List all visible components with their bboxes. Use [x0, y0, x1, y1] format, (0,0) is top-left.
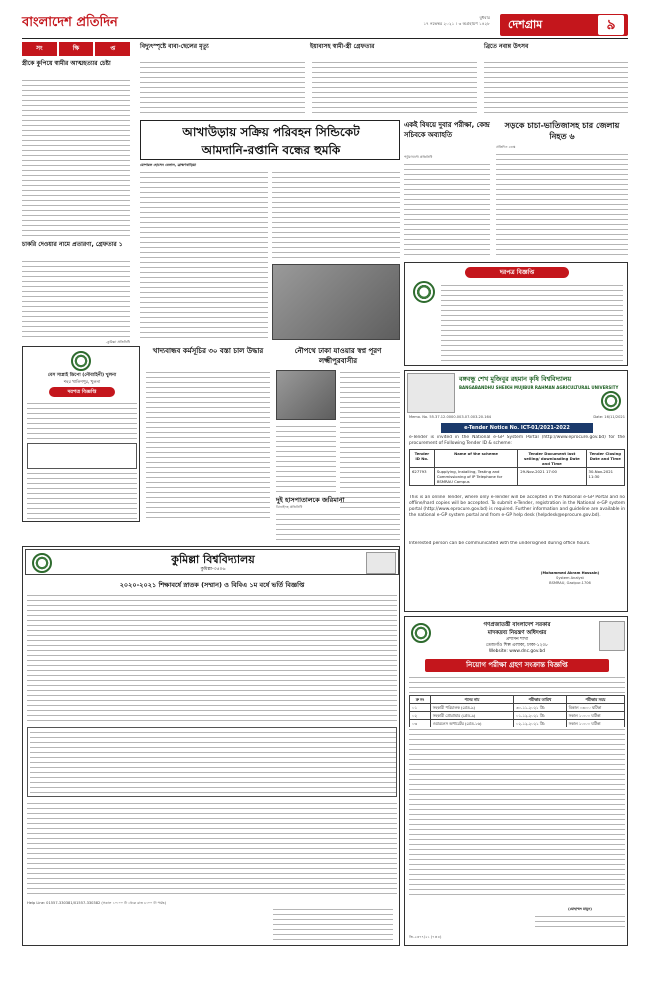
- cell-serial: ০২: [410, 712, 431, 720]
- page-number: ৯: [598, 15, 624, 35]
- bsmrau-name-en: BANGABANDHU SHEIKH MUJIBUR RAHMAN AGRICULTURAL UNIVERSITY: [459, 385, 619, 390]
- dnc-dept: মাদকদ্রব্য নিয়ন্ত্রণ অধিদপ্তর: [487, 630, 547, 636]
- bsmrau-intro: e-Tender is invited in the National e-GP System Portal (http://www.eprocure.gov.bd) for the procurement of Following Tender ID & scheme:: [409, 435, 625, 446]
- table-row: [410, 712, 625, 720]
- waterway-photo: [276, 370, 336, 420]
- dnc-gov: গণপ্রজাতন্ত্রী বাংলাদেশ সরকার: [483, 622, 551, 628]
- headline-nabanna: ব্রিতে নবান্ন উৎসব: [484, 43, 529, 50]
- dnc-sub: প্রশাসন শাখা: [505, 637, 529, 642]
- col-post: পদের নাম: [430, 696, 513, 704]
- col-doc-date: Tender Document last selling/ downloading Date and Time: [518, 450, 586, 468]
- bsmrau-signer-title: System Analyst: [556, 576, 584, 580]
- dnc-signer: (মোহাম্মদ মামুন): [568, 907, 592, 911]
- main-story-photo: [272, 264, 400, 340]
- dnc-website: Website: www.dnc.gov.bd: [488, 649, 546, 654]
- main-headline-1: আখাউড়ায় সক্রিয় পরিবহন সিন্ডিকেট: [182, 125, 360, 139]
- story-text-nabanna: [484, 60, 628, 115]
- story-text-rice: [146, 370, 270, 520]
- headline-electrocution: বিদ্যুৎস্পৃষ্টে বাবা-ছেলের মৃত্যু: [140, 43, 209, 50]
- bsmrau-tender-table: [409, 449, 625, 486]
- army-emblem-icon: [413, 281, 435, 303]
- tab-char-1: সং: [22, 42, 57, 56]
- dnc-notice-title: নিয়োগ পরীক্ষা গ্রহণ সংক্রান্ত বিজ্ঞপ্তি: [425, 659, 609, 672]
- section-banner: [500, 14, 628, 36]
- table-header-row: [410, 450, 625, 468]
- cell-post: ওয়ারলেস অপারেটর (গ্রেড-১৬): [430, 720, 513, 728]
- table-row: [410, 704, 625, 712]
- headline-hospital-fine: দুই হাসপাতালকে জরিমানা: [276, 496, 345, 504]
- comilla-helpline: Help Line: 01557-330381/01557-330382 (সকাল ১০:০০ টা থেকে রাত ৮:০০ টা পর্যন্ত): [27, 901, 167, 905]
- cell-exam-date: ৩০-১১-২০২১ খ্রি:: [514, 704, 567, 712]
- col-scheme: Name of the scheme: [434, 450, 517, 468]
- comilla-title: কুমিল্লা বিশ্ববিদ্যালয়: [171, 553, 255, 566]
- dnc-logo-icon: [411, 623, 431, 643]
- navy-notice-title: দরপত্র বিজ্ঞপ্তি: [49, 387, 115, 397]
- bsmrau-body: This is an online Tender, where only e-Tender will be accepted in the National e-GP Portal and no offline/hard copies will be accepted. To submit e-Tender, registration in the National e-GP system portal (http://www.eprocure.gov.bd) is required. Further information and guideline are available in the national e-GP system portal and from e-GP help desk (helpdesk@eprocure.gov.bd).: [409, 495, 625, 518]
- comilla-logo-icon: [32, 553, 52, 573]
- cell-doc-date: 29-Nov-2021 17:00: [518, 468, 586, 486]
- comilla-university-notice: [22, 546, 400, 946]
- cell-post: সহকারী পরিচালক (গ্রেড-৯): [430, 704, 513, 712]
- dnc-portrait: [599, 621, 625, 651]
- cell-serial: ০৩: [410, 720, 431, 728]
- story-text-yaba: [312, 60, 477, 115]
- bsmrau-signature-block: [515, 571, 625, 586]
- headline-road-accident: সড়কে চাচা-ভাতিজাসহ চার জেলায় নিহত ৬: [504, 121, 620, 141]
- dnc-exam-table: [409, 695, 625, 728]
- story-text-waterway-2: [276, 424, 336, 494]
- cell-serial: ০১: [410, 704, 431, 712]
- comilla-subtitle: কুমিল্লা-৩৫০৬: [200, 567, 226, 572]
- navy-notice-table: [27, 443, 137, 469]
- section-name: দেশগ্রাম: [508, 18, 543, 31]
- navy-tender-notice: [22, 346, 140, 522]
- cell-post: সহকারী প্রোগ্রামার (গ্রেড-৯): [430, 712, 513, 720]
- story-text-road: [496, 152, 628, 258]
- cell-exam-time: সকাল ১০:০০ ঘটিকা: [566, 720, 624, 728]
- navy-emblem-icon: [71, 351, 91, 371]
- main-headline-2: আমদানি-রপ্তানি বন্ধের হুমকি: [201, 143, 341, 157]
- comilla-portrait: [366, 552, 396, 574]
- byline-patuakhali: পটুয়াখালী প্রতিনিধি: [404, 155, 433, 159]
- army-tender-notice: [404, 262, 628, 366]
- col-closing-date: Tender Closing Date and Time: [586, 450, 624, 468]
- dnc-intro: [409, 675, 625, 693]
- cell-tender-id: 627793: [410, 468, 435, 486]
- story-text-exam: [404, 162, 490, 258]
- newspaper-logo: বাংলাদেশ প্রতিদিন: [22, 15, 118, 30]
- date-line: বুধবার ১৭ নভেম্বর ২০২১ । ৩ অগ্রহায়ণ ১৪২৮: [423, 15, 490, 26]
- cell-closing-date: 30-Nov-2021 11:30: [586, 468, 624, 486]
- tab-char-3: প্ত: [95, 42, 130, 56]
- tab-char-2: ক্ষি: [59, 42, 94, 56]
- comilla-heading: ২০২০-২০২১ শিক্ষাবর্ষে স্নাতক (সম্মান) ও বিবিএ ১ম বর্ষে ভর্তি বিজ্ঞপ্তি: [119, 581, 305, 589]
- col-exam-date: পরীক্ষার তারিখ: [514, 696, 567, 704]
- cell-exam-date: ০১-১২-২০২১ খ্রি:: [514, 712, 567, 720]
- navy-org-2: শহর খালিশপুর, খুলনা: [63, 379, 101, 384]
- table-row: [410, 468, 625, 486]
- bsmrau-memo: Memo. No. 55.37.12.0000.003.07.003.20.164: [409, 415, 492, 419]
- main-story-col-1: [140, 170, 268, 340]
- short-news-tab: [22, 42, 130, 56]
- bsmrau-date: Date: 16/11/2021: [593, 415, 625, 419]
- cell-exam-date: ০২-১২-২০২১ খ্রি:: [514, 720, 567, 728]
- bsmrau-etender-notice: [404, 370, 628, 612]
- cell-exam-time: বিকাল ০৩:০০ ঘটিকা: [566, 704, 624, 712]
- story-text-job-fraud: [22, 259, 130, 339]
- headline-job-fraud: চাকরি দেওয়ার নামে প্রতারণা, গ্রেফতার ১: [22, 241, 123, 248]
- comilla-body-2: [27, 801, 397, 897]
- masthead-rule: [22, 38, 628, 39]
- byline-comilla: -কুমিল্লা প্রতিনিধি: [105, 340, 130, 344]
- headline-exam: একই বিষয়ে দুবার পরীক্ষা, কেন্দ্র সচিবকে অব্যাহতি: [404, 121, 490, 139]
- headline-waterway: নৌপথে ঢাকা যাওয়ার স্বপ্ন পূরণ লক্ষ্মীপুরবাসীর: [294, 347, 382, 365]
- comilla-signature: [273, 907, 393, 941]
- navy-notice-intro: [27, 401, 137, 441]
- comilla-header-box: [25, 549, 399, 575]
- bsmrau-footer: Interested person can be communicated with the undersigned during office hours.: [409, 541, 591, 546]
- story-text-hospital: [276, 512, 400, 542]
- navy-notice-terms: [27, 471, 137, 519]
- story-text-wife-attack: [22, 78, 130, 238]
- col-tender-id: Tender ID No.: [410, 450, 435, 468]
- comilla-fee-table-rows: [30, 730, 396, 796]
- army-notice-body: [441, 283, 623, 361]
- bsmrau-notice-title: e-Tender Notice No. ICT-01/2021-2022: [441, 423, 593, 433]
- comilla-body-1: [27, 593, 397, 723]
- byline-desk: প্রতিদিন ডেস্ক: [496, 145, 516, 149]
- headline-rice: খাদ্যবান্ধব কর্মসূচির ৩০ বস্তা চাল উদ্ধার: [152, 347, 264, 355]
- comilla-fee-table: [27, 727, 397, 797]
- byline-jhenaidah: ঝিনাইদহ প্রতিনিধি: [276, 505, 303, 509]
- col-serial: ক্র নং: [410, 696, 431, 704]
- cell-exam-time: সকাল ১০:০০ ঘটিকা: [566, 712, 624, 720]
- headline-wife-attack: স্ত্রীকে কুপিয়ে স্বামীর আত্মহত্যার চেষ্টা: [22, 60, 111, 67]
- navy-org-1: বেস সাপ্লাই ডিপো (নৌবাহিনী) খুলনা: [47, 373, 117, 378]
- main-headline-box: [140, 120, 400, 160]
- bsmrau-signer-org: BSMRAU, Gazipur-1706: [549, 581, 591, 585]
- main-story-col-2: [272, 170, 400, 262]
- masthead: [22, 14, 628, 36]
- bsmrau-signer-name: (Mohammed Akram Hossain): [540, 571, 600, 575]
- bsmrau-logo-icon: [601, 391, 621, 411]
- story-text-electrocution: [140, 60, 305, 115]
- bangabandhu-portrait: [407, 373, 455, 413]
- cell-scheme: Supplying, Installing, Testing and Commissioning of IP Telephone for BSMRAU Campus: [434, 468, 517, 486]
- dnc-exam-notice: [404, 616, 628, 946]
- army-notice-title: দরপত্র বিজ্ঞপ্তি: [465, 267, 569, 278]
- table-header-row: [410, 696, 625, 704]
- bsmrau-name-bn: বঙ্গবন্ধু শেখ মুজিবুর রহমান কৃষি বিশ্ববিদ্যালয়: [459, 375, 572, 383]
- headline-yaba-arrest: ইয়াবাসহ স্বামী-স্ত্রী গ্রেফতার: [310, 43, 375, 50]
- main-story-byline: মোশারফ হোসেন বেলাল, ব্রাহ্মণবাড়িয়া: [140, 163, 197, 167]
- dnc-instructions: [409, 727, 625, 895]
- dnc-signer-title: [535, 914, 625, 928]
- col-exam-time: পরীক্ষার সময়: [566, 696, 624, 704]
- dnc-address: তেজগাঁও শিল্প এলাকা, ঢাকা-১২০৮: [485, 643, 549, 648]
- dnc-ref: জি-২৩৭৭/২১ (৭×৪): [409, 935, 442, 939]
